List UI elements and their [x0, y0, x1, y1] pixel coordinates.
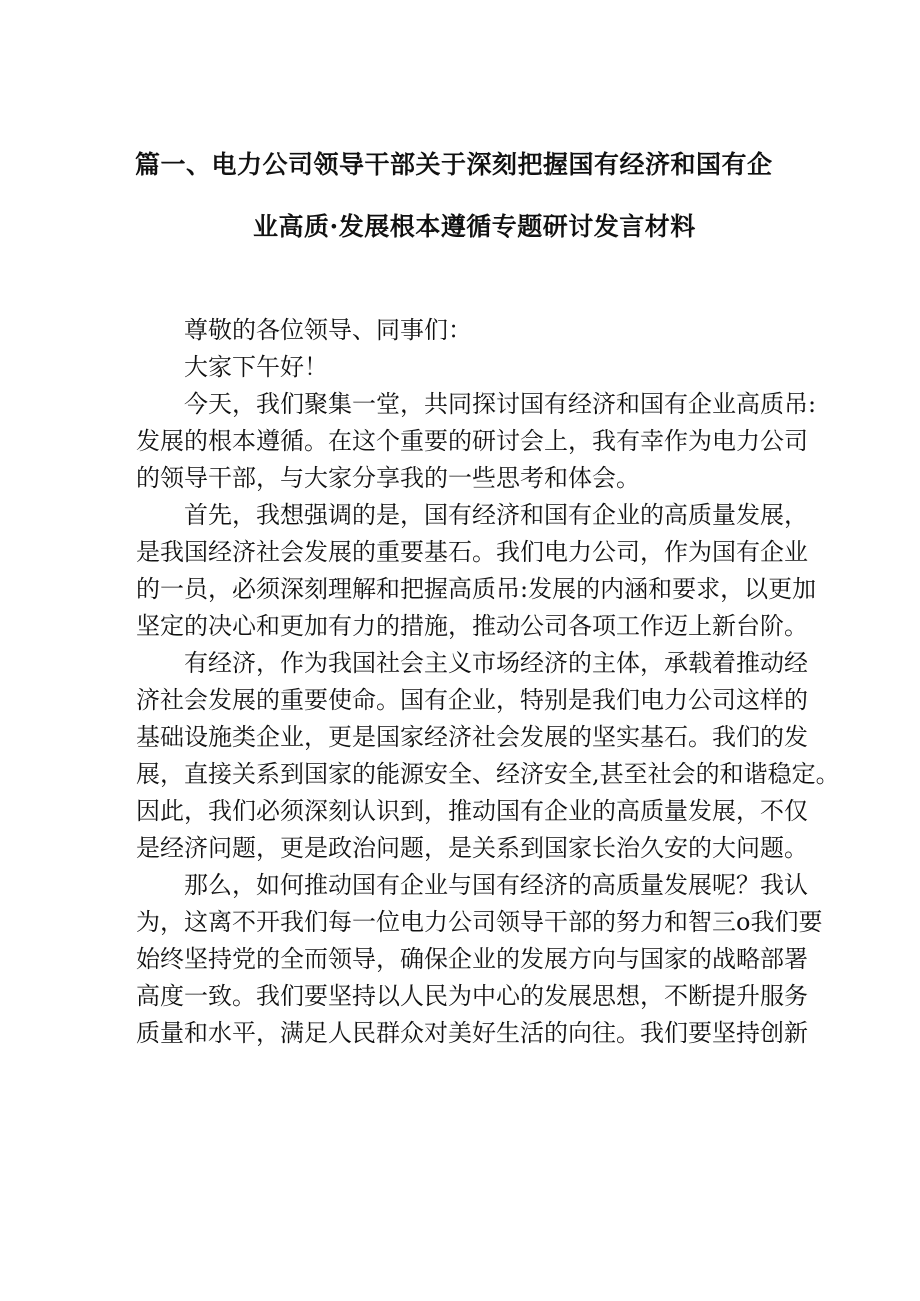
body-line: 质量和水平，满足人民群众对美好生活的向往。我们要坚持创新	[136, 1019, 808, 1047]
body-line: 是经济问题，更是政治问题，是关系到国家长治久安的大问题。	[136, 834, 808, 862]
body-line: 有经济，作为我国社会主义市场经济的主体，承载着推动经	[184, 649, 808, 677]
document-title-line-1: 篇一、电力公司领导干部关于深刻把握国有经济和国有企	[135, 150, 773, 179]
body-line: 发展的根本遵循。在这个重要的研讨会上，我有幸作为电力公司	[136, 427, 808, 455]
body-line: 今天，我们聚集一堂，共同探讨国有经济和国有企业高质吊:	[184, 390, 817, 418]
body-line: 的一员，必须深刻理解和把握高质吊:发展的内涵和要求，以更加	[136, 575, 817, 603]
body-line: 展，直接关系到国家的能源安全、经济安全,甚至社会的和谐稳定。	[136, 760, 840, 788]
body-line: 的领导干部，与大家分享我的一些思考和体会。	[136, 464, 640, 492]
document-body	[136, 312, 840, 1052]
salutation: 尊敬的各位领导、同事们：	[184, 316, 472, 344]
greeting: 大家下午好！	[184, 353, 328, 381]
body-line: 那么，如何推动国有企业与国有经济的高质量发展呢？我认	[184, 871, 808, 899]
body-line: 是我国经济社会发展的重要基石。我们电力公司，作为国有企业	[136, 538, 808, 566]
body-line: 因此，我们必须深刻认识到，推动国有企业的高质量发展，不仅	[136, 797, 808, 825]
body-line: 高度一致。我们要坚持以人民为中心的发展思想，不断提升服务	[136, 982, 808, 1010]
body-line: 始终坚持党的全而领导，确保企业的发展方向与国家的战略部署	[136, 945, 808, 973]
body-line: 为，这离不开我们每一位电力公司领导干部的努力和智三o我们要	[136, 908, 823, 936]
document-title-line-2: 业高质·发展根本遵循专题研讨发言材料	[253, 212, 696, 241]
body-line: 首先，我想强调的是，国有经济和国有企业的高质量发展，	[184, 501, 808, 529]
body-line: 基础设施类企业，更是国家经济社会发展的坚实基石。我们的发	[136, 723, 808, 751]
body-line: 坚定的决心和更加有力的措施，推动公司各项工作迈上新台阶。	[136, 612, 808, 640]
body-line: 济社会发展的重要使命。国有企业，特别是我们电力公司这样的	[136, 686, 808, 714]
